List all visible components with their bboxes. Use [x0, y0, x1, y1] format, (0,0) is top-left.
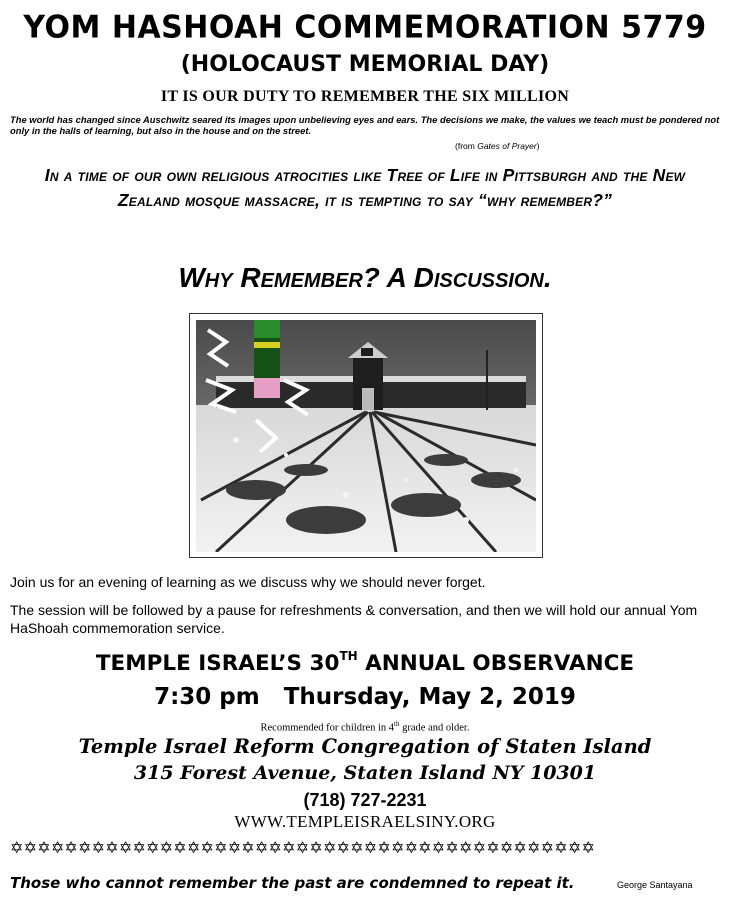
observance-heading: TEMPLE ISRAEL’S 30TH ANNUAL OBSERVANCE — [95, 649, 635, 676]
auschwitz-photo — [189, 313, 543, 558]
phone-number: (718) 727-2231 — [303, 790, 427, 810]
congregation-name: Temple Israel Reform Congregation of Staten Island — [78, 735, 652, 758]
website-link[interactable]: WWW.TEMPLEISRAELSINY.ORG — [234, 812, 496, 831]
age-recommendation: Recommended for children in 4th grade and older. — [260, 720, 470, 734]
event-datetime: 7:30 pm Thursday, May 2, 2019 — [154, 684, 576, 710]
atrocities-statement: In a time of our own religious atrocities like Tree of Life in Pittsburgh and the New Zealand mosque massacre, it is tempting to say “why remember?” — [44, 165, 686, 210]
gates-of-prayer-quote: The world has changed since Auschwitz seared its images upon unbelieving eyes and ears. The decisions we make, the values we teach must be pondered not only in the halls of learning, but also in the house and on the street. — [10, 114, 720, 136]
santayana-author: George Santayana — [617, 880, 693, 890]
star-of-david-divider: ✡✡✡✡✡✡✡✡✡✡✡✡✡✡✡✡✡✡✡✡✡✡✡✡✡✡✡✡✡✡✡✡✡✡✡✡✡✡✡✡✡✡✡ — [10, 838, 596, 857]
session-description: The session will be followed by a pause for refreshments & conversation, and then we will hold our annual Yom HaShoah commemoration service. — [10, 602, 698, 636]
page-title: YOM HASHOAH COMMEMORATION 5779 — [23, 9, 707, 46]
congregation-address: 315 Forest Avenue, Staten Island NY 10301 — [133, 762, 597, 784]
auschwitz-photo-illustration — [196, 320, 536, 552]
duty-heading: IT IS OUR DUTY TO REMEMBER THE SIX MILLION — [160, 88, 570, 105]
discussion-heading: Why Remember? A Discussion. — [178, 262, 552, 293]
page-subtitle: (HOLOCAUST MEMORIAL DAY) — [180, 52, 550, 77]
quote-source: (from Gates of Prayer) — [455, 141, 540, 151]
join-invitation: Join us for an evening of learning as we discuss why we should never forget. — [10, 574, 486, 590]
santayana-quote: Those who cannot remember the past are condemned to repeat it. — [10, 874, 575, 892]
quote-source-title: Gates of Prayer — [477, 141, 537, 151]
